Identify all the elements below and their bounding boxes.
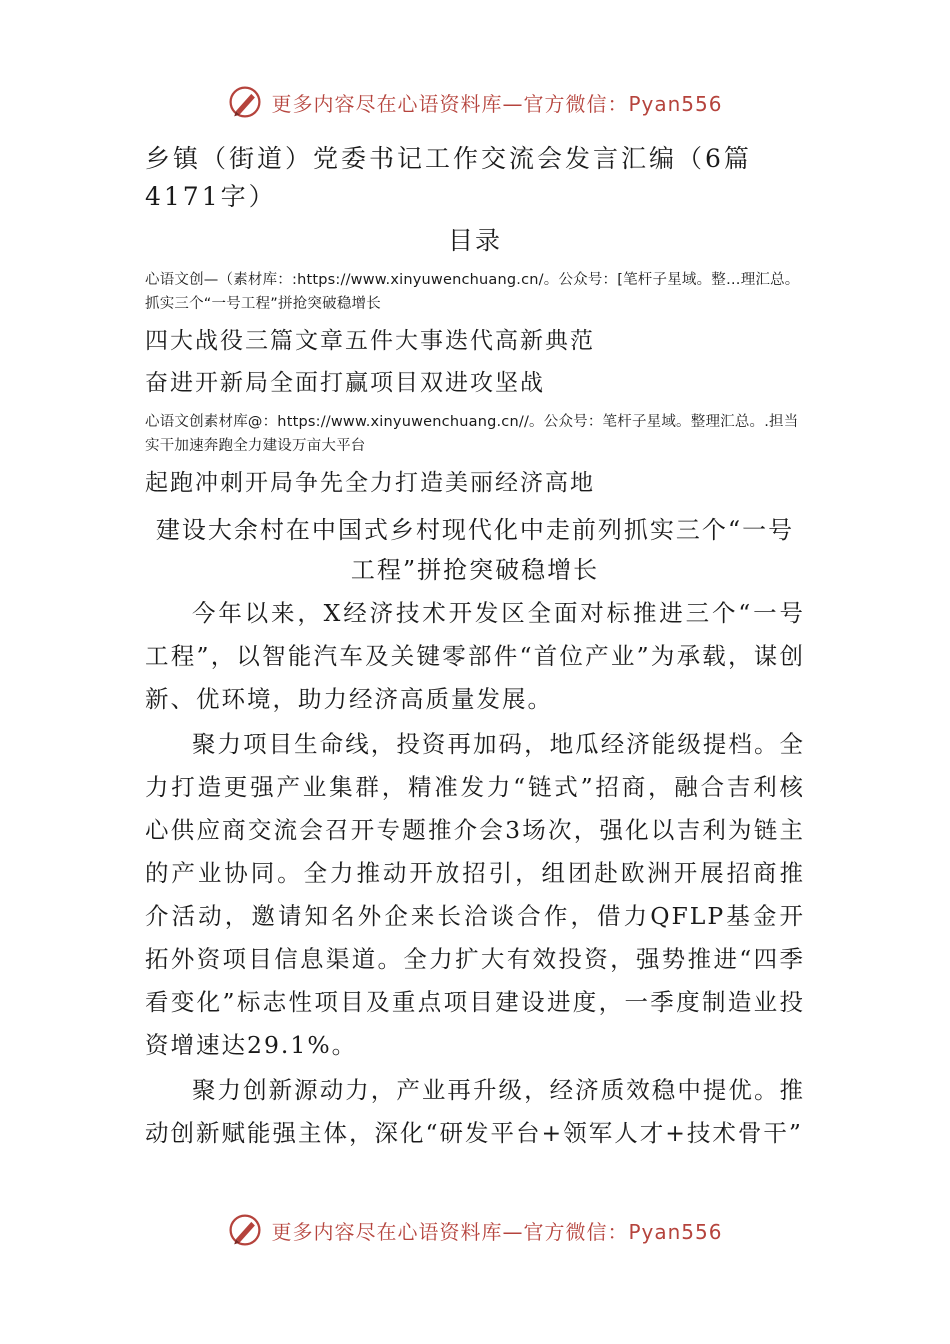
footer-banner — [0, 1208, 950, 1252]
paragraph: 聚力项目生命线，投资再加码，地瓜经济能级提档。全力打造更强产业集群，精准发力“链式”招商，融合吉利核心供应商交流会召开专题推介会3场次，强化以吉利为链主的产业协同。全力推动开放招引，组团赴欧洲开展招商推介活动，邀请知名外企来长洽谈合作，借力QFLP基金开拓外资项目信息渠道。全力扩大有效投资，强势推进“四季看变化”标志性项目及重点项目建设进度，一季度制造业投资增速达29.1%。 — [145, 730, 805, 1059]
banner-text: 更多内容尽在心语资料库—官方微信：Pyan556 — [271, 1219, 723, 1244]
document-body — [145, 140, 805, 1157]
paragraph: 聚力创新源动力，产业再升级，经济质效稳中提优。推动创新赋能强主体，深化“研发平台+领军人才+技术骨干” — [145, 1076, 805, 1147]
document-title: 乡镇（街道）党委书记工作交流会发言汇编（6篇4171字） — [145, 144, 752, 211]
toc-item: 起跑冲刺开局争先全力打造美丽经济高地 — [145, 470, 595, 496]
toc-note-block-2 — [145, 410, 805, 458]
toc-note: 心语文创—（素材库：:https://www.xinyuwenchuang.cn/。公众号：[笔杆子星域。整…理汇总。抓实三个“一号工程”拼抢突破稳增长 — [145, 272, 800, 312]
toc-note-block-1 — [145, 268, 805, 316]
toc-heading: 目录 — [447, 226, 502, 255]
toc-note: 心语文创素材库@：https://www.xinyuwenchuang.cn//。公众号：笔杆子星域。整理汇总。.担当实干加速奔跑全力建设万亩大平台 — [145, 414, 799, 454]
paragraph: 今年以来，X经济技术开发区全面对标推进三个“一号工程”，以智能汽车及关键零部件“首位产业”为承载，谋创新、优环境，助力经济高质量发展。 — [145, 599, 805, 713]
toc-item: 奋进开新局全面打赢项目双进攻坚战 — [145, 370, 545, 396]
pen-logo-icon — [227, 1212, 263, 1248]
header-banner — [0, 80, 950, 124]
banner-text: 更多内容尽在心语资料库—官方微信：Pyan556 — [271, 91, 723, 116]
toc-item: 四大战役三篇文章五件大事迭代高新典范 — [145, 328, 595, 354]
pen-logo-icon — [227, 84, 263, 120]
article-title: 建设大余村在中国式乡村现代化中走前列抓实三个“一号工程”拼抢突破稳增长 — [155, 516, 795, 584]
